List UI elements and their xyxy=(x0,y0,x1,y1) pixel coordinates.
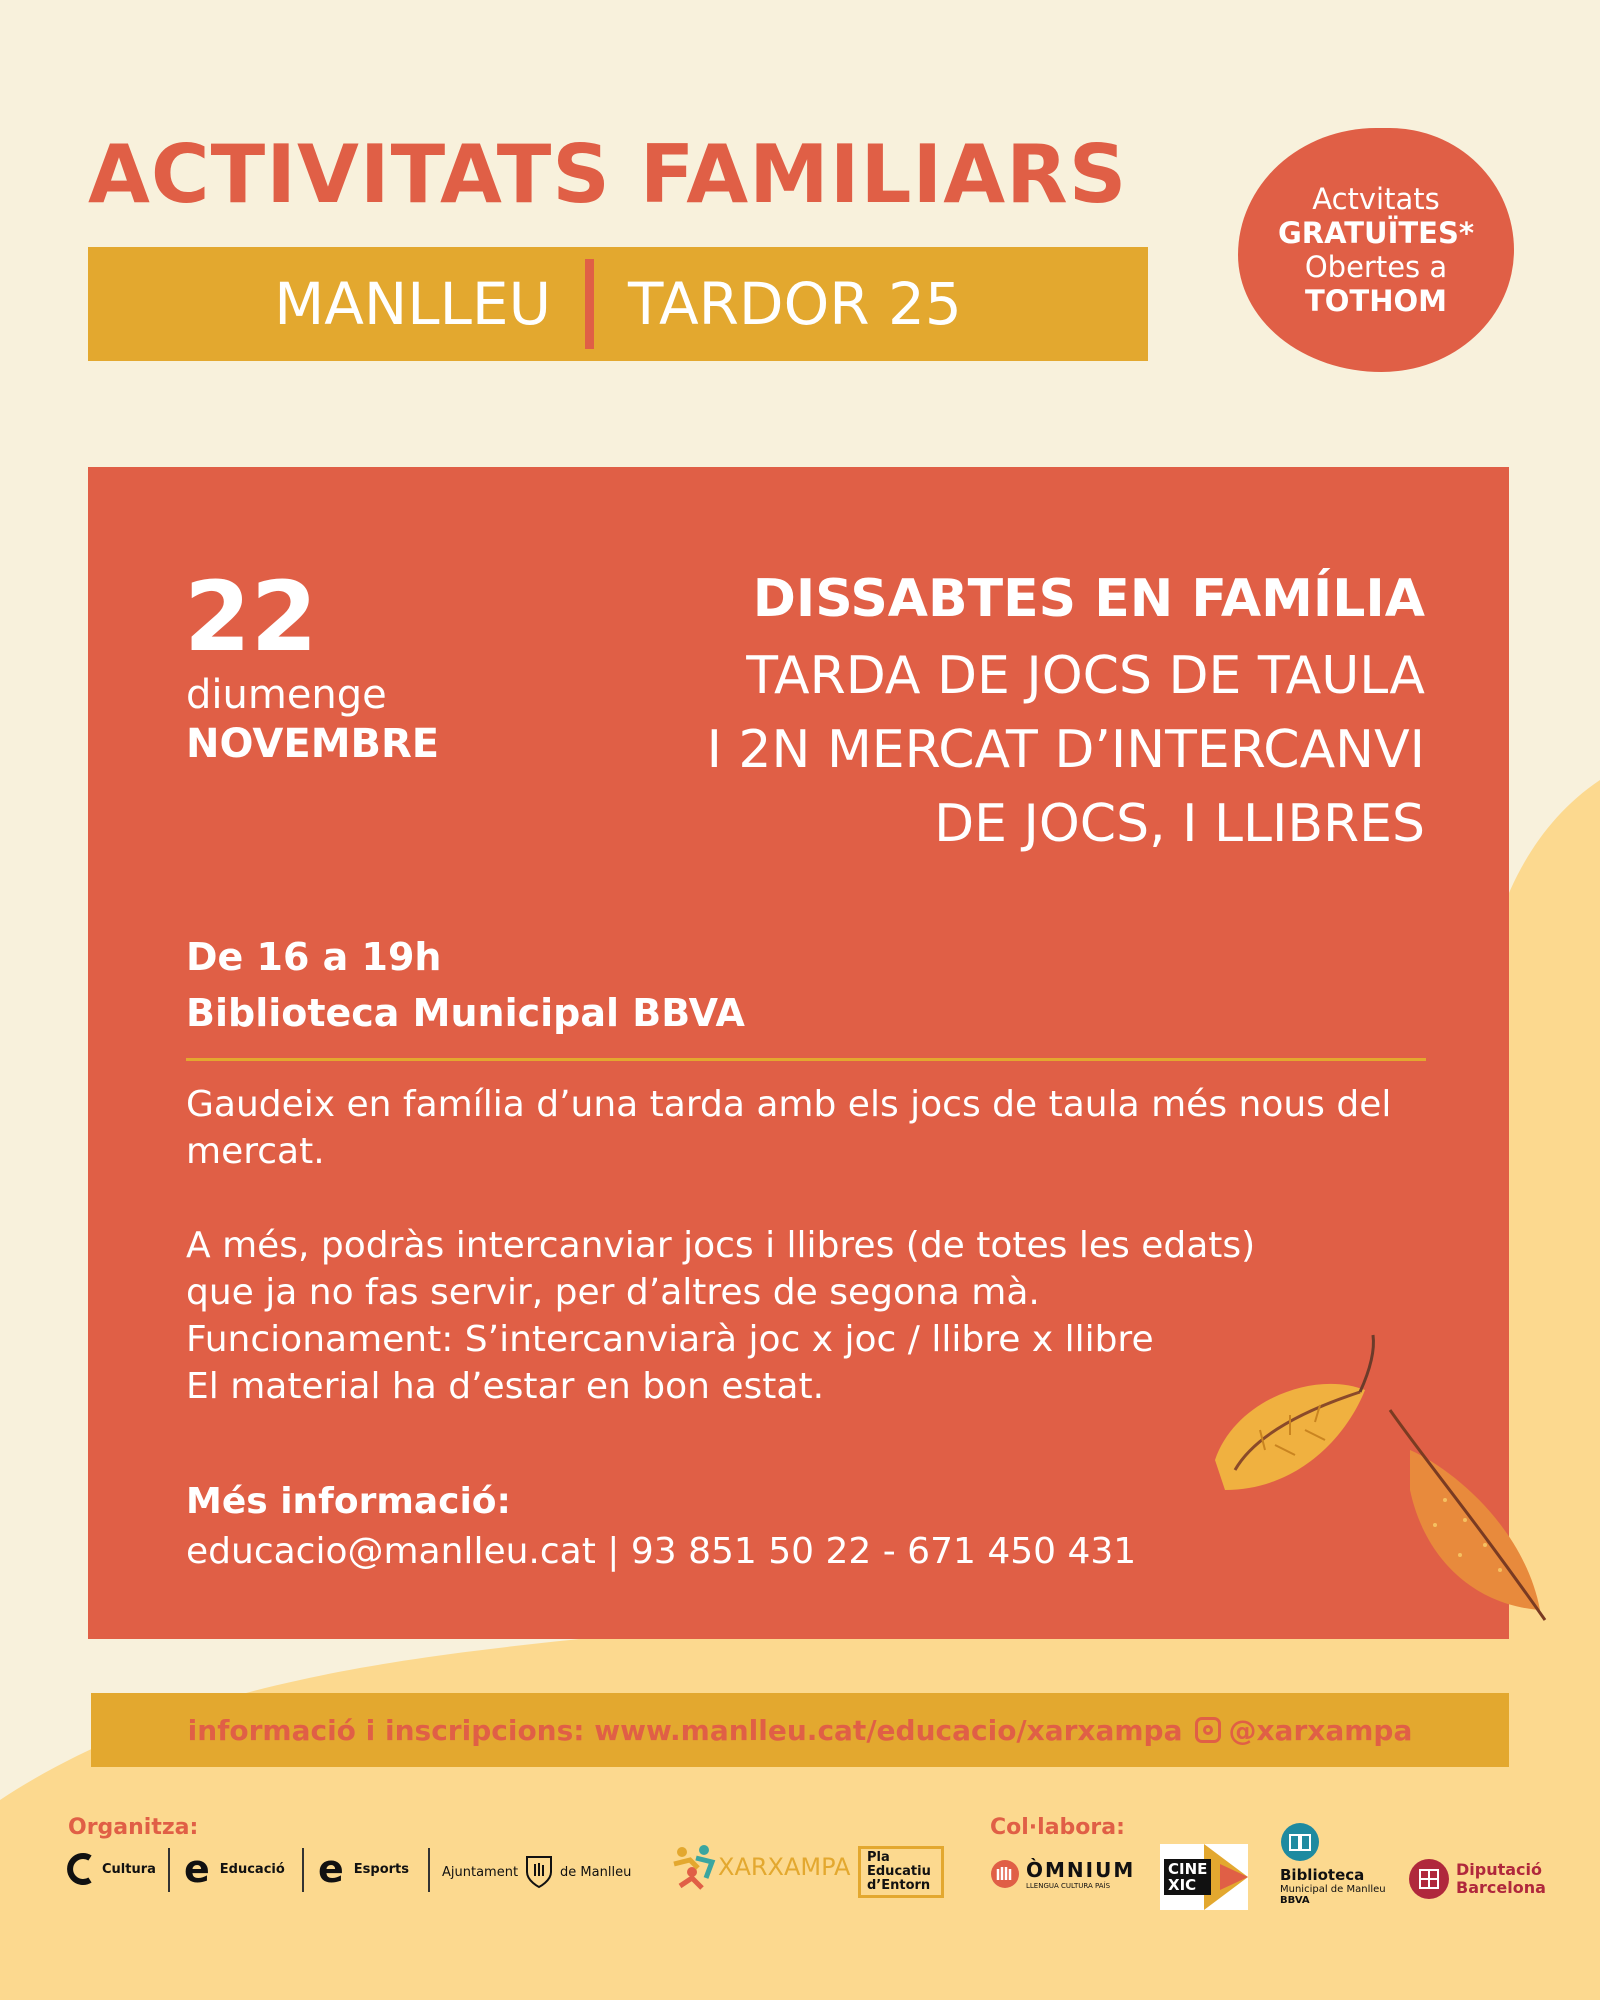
subtitle-divider xyxy=(585,259,594,349)
description-paragraph: Gaudeix en família d’una tarda amb els jocs de taula més nous del mercat. xyxy=(186,1084,1392,1172)
omnium-label: ÒMNIUM xyxy=(1026,1858,1136,1882)
book-icon xyxy=(1280,1822,1320,1862)
omnium-subtitle: LLENGUA CULTURA PAÍS xyxy=(1026,1882,1111,1890)
xarxampa-figures-icon xyxy=(670,1842,716,1892)
info-bar xyxy=(91,1693,1509,1767)
event-subtitle-line: DE JOCS, I LLIBRES xyxy=(934,794,1425,854)
event-month: NOVEMBRE xyxy=(186,721,440,767)
organitza-label: Organitza: xyxy=(68,1815,199,1840)
event-subtitle-line: TARDA DE JOCS DE TAULA xyxy=(746,646,1425,706)
omnium-icon xyxy=(990,1859,1020,1889)
event-title: DISSABTES EN FAMÍLIA xyxy=(752,569,1425,629)
badge-line-4: TOTHOM xyxy=(1305,284,1447,318)
collabora-label: Col·labora: xyxy=(990,1815,1125,1840)
event-subtitle xyxy=(707,639,1425,861)
cultura-logo xyxy=(64,1852,156,1886)
event-place: Biblioteca Municipal BBVA xyxy=(186,991,745,1035)
page-title: ACTIVITATS FAMILIARS xyxy=(88,128,1128,221)
instagram-handle[interactable]: @xarxampa xyxy=(1228,1713,1413,1747)
autumn-leaves-illustration xyxy=(1195,1330,1555,1630)
badge-line-3: Obertes a xyxy=(1304,250,1448,284)
more-info-label: Més informació: xyxy=(186,1481,511,1522)
esports-label: Esports xyxy=(353,1861,409,1877)
event-subtitle-line: I 2N MERCAT D’INTERCANVI xyxy=(706,720,1425,780)
card-divider xyxy=(186,1058,1426,1061)
ajuntament-label: Ajuntament xyxy=(442,1864,519,1880)
event-time-place xyxy=(186,929,745,1041)
badge-line-2: GRATUÏTES* xyxy=(1277,216,1475,250)
pla-line-1: Pla xyxy=(867,1850,890,1865)
biblioteca-label: Biblioteca xyxy=(1280,1866,1365,1884)
badge-line-1: Actvitats xyxy=(1312,182,1440,216)
info-link[interactable]: informació i inscripcions: www.manlleu.cat/educacio/xarxampa xyxy=(187,1713,1183,1747)
omnium-logo xyxy=(990,1858,1135,1890)
xarxampa-logo xyxy=(670,1842,850,1892)
instagram-icon xyxy=(1195,1717,1221,1743)
biblioteca-logo xyxy=(1280,1822,1386,1906)
esports-logo xyxy=(318,1847,409,1891)
logo-separator xyxy=(428,1848,430,1892)
cinexic-line-2: XIC xyxy=(1168,1876,1197,1894)
event-day: 22 xyxy=(184,561,318,673)
free-activities-badge xyxy=(1238,128,1514,372)
season-label: TARDOR 25 xyxy=(628,270,962,338)
leaf-left-icon xyxy=(1215,1335,1373,1490)
cinexic-logo xyxy=(1160,1844,1248,1910)
leaf-right-icon xyxy=(1390,1410,1545,1620)
diputacio-logo xyxy=(1408,1858,1546,1900)
ajuntament-logo xyxy=(442,1854,631,1890)
description-line: Funcionament: S’intercanviarà joc x joc / llibre x llibre xyxy=(186,1319,1154,1360)
diputacio-line-2: Barcelona xyxy=(1456,1878,1546,1897)
biblioteca-subtitle: Municipal de Manlleu xyxy=(1280,1884,1386,1895)
de-manlleu-label: de Manlleu xyxy=(560,1864,632,1880)
description-line: El material ha d’estar en bon estat. xyxy=(186,1366,825,1407)
cultura-label: Cultura xyxy=(102,1861,156,1877)
pla-line-3: d’Entorn xyxy=(867,1878,931,1893)
description-line: que ja no fas servir, per d’altres de segona mà. xyxy=(186,1272,1040,1313)
esports-e-icon: e xyxy=(318,1847,344,1891)
description-line: A més, podràs intercanviar jocs i llibres (de totes les edats) xyxy=(186,1225,1256,1266)
pla-line-2: Educatiu xyxy=(867,1864,931,1879)
shield-icon xyxy=(524,1854,554,1890)
location-label: MANLLEU xyxy=(274,270,552,338)
contact-info[interactable]: educacio@manlleu.cat | 93 851 50 22 - 671 450 431 xyxy=(186,1531,1137,1572)
educacio-e-icon: e xyxy=(184,1847,210,1891)
educacio-logo xyxy=(184,1847,285,1891)
pla-educatiu-logo xyxy=(858,1846,944,1898)
event-weekday: diumenge xyxy=(186,672,387,718)
xarxampa-label: XARXAMPA xyxy=(718,1853,851,1881)
diputacio-line-1: Diputació xyxy=(1456,1860,1543,1879)
logo-separator xyxy=(168,1848,170,1892)
cinexic-line-1: CINE xyxy=(1168,1860,1208,1878)
cultura-c-icon xyxy=(64,1852,94,1886)
logo-separator xyxy=(302,1848,304,1892)
educacio-label: Educació xyxy=(219,1861,285,1877)
diputacio-seal-icon xyxy=(1408,1858,1450,1900)
more-info xyxy=(186,1477,1136,1577)
bbva-label: BBVA xyxy=(1280,1895,1310,1906)
event-time: De 16 a 19h xyxy=(186,935,442,979)
subtitle-bar xyxy=(88,247,1148,361)
